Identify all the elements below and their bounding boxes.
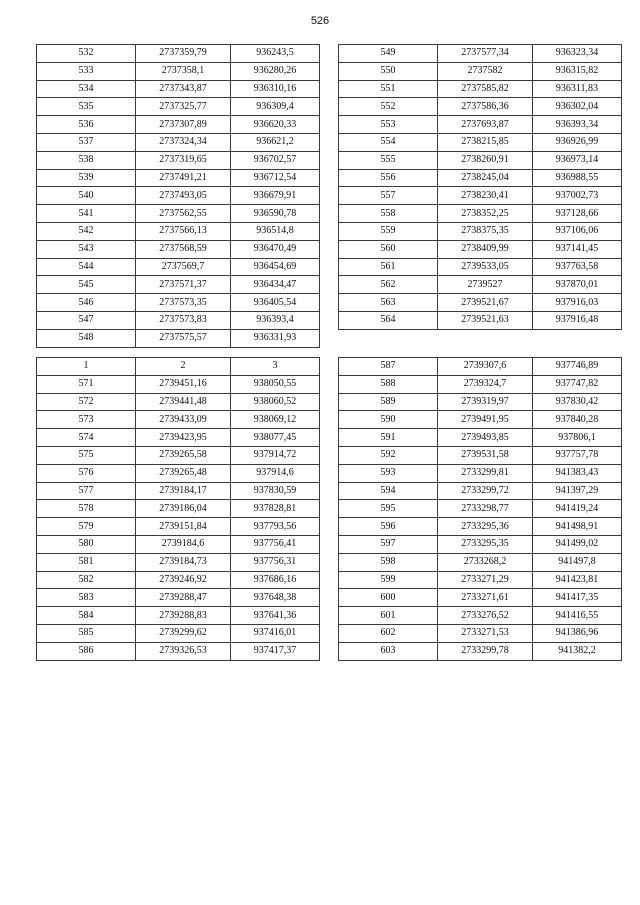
table-row [339,411,622,429]
point-number-cell: 600 [339,589,438,607]
table-row [37,624,320,642]
point-number-cell: 580 [37,535,136,553]
point-number-cell: 595 [339,500,438,518]
y-coordinate-cell: 936311,83 [533,80,622,98]
x-coordinate-cell: 2733299,78 [438,642,533,660]
table-row [339,571,622,589]
table-row [37,240,320,258]
point-number-cell: 553 [339,116,438,134]
x-coordinate-cell: 2739184,17 [136,482,231,500]
y-coordinate-cell: 937648,38 [231,589,320,607]
coordinate-table-bottom-left [36,357,320,661]
point-number-cell: 538 [37,151,136,169]
point-number-cell: 562 [339,276,438,294]
page-number: 526 [310,15,330,27]
point-number-cell: 559 [339,222,438,240]
x-coordinate-cell: 2737573,83 [136,311,231,329]
coordinate-table-top-right [338,44,622,330]
x-coordinate-cell: 2738352,25 [438,205,533,223]
x-coordinate-cell: 2733299,81 [438,464,533,482]
y-coordinate-cell: 937417,37 [231,642,320,660]
y-coordinate-cell: 937106,06 [533,222,622,240]
x-coordinate-cell: 2739326,53 [136,642,231,660]
point-number-cell: 576 [37,464,136,482]
table-row [37,518,320,536]
y-coordinate-cell: 937806,1 [533,429,622,447]
x-coordinate-cell: 2737571,37 [136,276,231,294]
y-coordinate-cell: 937416,01 [231,624,320,642]
point-number-cell: 596 [339,518,438,536]
x-coordinate-cell: 2739186,04 [136,500,231,518]
table-row [37,276,320,294]
x-coordinate-cell: 2739151,84 [136,518,231,536]
point-number-cell: 542 [37,222,136,240]
x-coordinate-cell: 2739324,7 [438,375,533,393]
table-row [339,222,622,240]
table-row [37,393,320,411]
point-number-cell: 594 [339,482,438,500]
point-number-cell: 535 [37,98,136,116]
table-row [339,429,622,447]
y-coordinate-cell: 937830,59 [231,482,320,500]
point-number-cell: 533 [37,62,136,80]
y-coordinate-cell: 937641,36 [231,607,320,625]
table-row [339,535,622,553]
table-row [37,205,320,223]
x-coordinate-cell: 2733276,52 [438,607,533,625]
y-coordinate-cell: 937914,6 [231,464,320,482]
table-row [37,258,320,276]
table-row [37,607,320,625]
coordinate-table-top-left [36,44,320,348]
table-row [37,429,320,447]
table-row [339,169,622,187]
table-row [339,45,622,63]
y-coordinate-cell: 936712,54 [231,169,320,187]
point-number-cell: 587 [339,358,438,376]
y-coordinate-cell: 936702,57 [231,151,320,169]
y-coordinate-cell: 941386,96 [533,624,622,642]
table-row [37,98,320,116]
table-row [339,294,622,312]
y-coordinate-cell: 937916,48 [533,311,622,329]
table-row [37,446,320,464]
y-coordinate-cell: 936302,04 [533,98,622,116]
point-number-cell: 598 [339,553,438,571]
y-coordinate-cell: 937793,56 [231,518,320,536]
y-coordinate-cell: 937686,16 [231,571,320,589]
y-coordinate-cell: 941397,29 [533,482,622,500]
x-coordinate-cell: 2738375,35 [438,222,533,240]
y-coordinate-cell: 937828,81 [231,500,320,518]
x-coordinate-cell: 2739533,05 [438,258,533,276]
point-number-cell: 545 [37,276,136,294]
y-coordinate-cell: 937747,82 [533,375,622,393]
y-coordinate-cell: 941423,81 [533,571,622,589]
y-coordinate-cell: 936323,34 [533,45,622,63]
point-number-cell: 592 [339,446,438,464]
point-number-cell: 556 [339,169,438,187]
point-number-cell: 1 [37,358,136,376]
y-coordinate-cell: 937870,01 [533,276,622,294]
table-row [339,607,622,625]
y-coordinate-cell: 936988,55 [533,169,622,187]
point-number-cell: 602 [339,624,438,642]
table-row [37,116,320,134]
table-row [339,464,622,482]
point-number-cell: 582 [37,571,136,589]
x-coordinate-cell: 2739288,83 [136,607,231,625]
point-number-cell: 593 [339,464,438,482]
y-coordinate-cell: 936621,2 [231,133,320,151]
point-number-cell: 599 [339,571,438,589]
point-number-cell: 555 [339,151,438,169]
point-number-cell: 532 [37,45,136,63]
x-coordinate-cell: 2739531,58 [438,446,533,464]
y-coordinate-cell: 937756,41 [231,535,320,553]
table-row [37,187,320,205]
x-coordinate-cell: 2739184,73 [136,553,231,571]
x-coordinate-cell: 2737307,89 [136,116,231,134]
y-coordinate-cell: 936243,5 [231,45,320,63]
table-row [37,311,320,329]
x-coordinate-cell: 2739521,63 [438,311,533,329]
table-row [339,240,622,258]
x-coordinate-cell: 2737359,79 [136,45,231,63]
table-row [339,116,622,134]
table-row [339,589,622,607]
y-coordinate-cell: 936405,54 [231,294,320,312]
table-row [37,169,320,187]
point-number-cell: 572 [37,393,136,411]
x-coordinate-cell: 2737577,34 [438,45,533,63]
x-coordinate-cell: 2739491,95 [438,411,533,429]
x-coordinate-cell: 2739265,48 [136,464,231,482]
x-coordinate-cell: 2737493,05 [136,187,231,205]
point-number-cell: 586 [37,642,136,660]
x-coordinate-cell: 2 [136,358,231,376]
table-row [339,553,622,571]
x-coordinate-cell: 2733268,2 [438,553,533,571]
coordinate-table-bottom-right [338,357,622,661]
x-coordinate-cell: 2739423,95 [136,429,231,447]
y-coordinate-cell: 937916,03 [533,294,622,312]
table-row [37,133,320,151]
y-coordinate-cell: 936926,99 [533,133,622,151]
table-row [37,375,320,393]
y-coordinate-cell: 936454,69 [231,258,320,276]
point-number-cell: 561 [339,258,438,276]
y-coordinate-cell: 936973,14 [533,151,622,169]
table-row [37,535,320,553]
table-row [37,500,320,518]
point-number-cell: 549 [339,45,438,63]
table-row [37,589,320,607]
point-number-cell: 581 [37,553,136,571]
y-coordinate-cell: 936310,16 [231,80,320,98]
x-coordinate-cell: 2739299,62 [136,624,231,642]
y-coordinate-cell: 936393,4 [231,311,320,329]
table-row [339,500,622,518]
y-coordinate-cell: 938077,45 [231,429,320,447]
table-row [339,205,622,223]
y-coordinate-cell: 938050,55 [231,375,320,393]
x-coordinate-cell: 2737585,82 [438,80,533,98]
table-row [37,80,320,98]
table-row [339,446,622,464]
x-coordinate-cell: 2733298,77 [438,500,533,518]
x-coordinate-cell: 2738245,04 [438,169,533,187]
x-coordinate-cell: 2737586,36 [438,98,533,116]
table-row [339,518,622,536]
y-coordinate-cell: 936679,91 [231,187,320,205]
y-coordinate-cell: 941383,43 [533,464,622,482]
x-coordinate-cell: 2737569,7 [136,258,231,276]
x-coordinate-cell: 2733295,36 [438,518,533,536]
x-coordinate-cell: 2737562,55 [136,205,231,223]
point-number-cell: 548 [37,329,136,347]
x-coordinate-cell: 2739441,48 [136,393,231,411]
x-coordinate-cell: 2733271,53 [438,624,533,642]
y-coordinate-cell: 941497,8 [533,553,622,571]
x-coordinate-cell: 2737324,34 [136,133,231,151]
table-row [37,464,320,482]
table-row [339,624,622,642]
y-coordinate-cell: 941417,35 [533,589,622,607]
point-number-cell: 579 [37,518,136,536]
y-coordinate-cell: 936280,26 [231,62,320,80]
point-number-cell: 560 [339,240,438,258]
y-coordinate-cell: 937756,31 [231,553,320,571]
point-number-cell: 571 [37,375,136,393]
point-number-cell: 577 [37,482,136,500]
table-row [37,222,320,240]
point-number-cell: 558 [339,205,438,223]
table-row [37,358,320,376]
y-coordinate-cell: 937002,73 [533,187,622,205]
point-number-cell: 597 [339,535,438,553]
y-coordinate-cell: 936434,47 [231,276,320,294]
y-coordinate-cell: 936470,49 [231,240,320,258]
table-row [339,276,622,294]
table-row [339,358,622,376]
x-coordinate-cell: 2737573,35 [136,294,231,312]
point-number-cell: 544 [37,258,136,276]
y-coordinate-cell: 937914,72 [231,446,320,464]
y-coordinate-cell: 936309,4 [231,98,320,116]
x-coordinate-cell: 2739433,09 [136,411,231,429]
x-coordinate-cell: 2739246,92 [136,571,231,589]
x-coordinate-cell: 2737568,59 [136,240,231,258]
y-coordinate-cell: 938060,52 [231,393,320,411]
point-number-cell: 550 [339,62,438,80]
point-number-cell: 557 [339,187,438,205]
point-number-cell: 536 [37,116,136,134]
point-number-cell: 589 [339,393,438,411]
point-number-cell: 603 [339,642,438,660]
y-coordinate-cell: 937757,78 [533,446,622,464]
x-coordinate-cell: 2738409,99 [438,240,533,258]
x-coordinate-cell: 2737575,57 [136,329,231,347]
point-number-cell: 573 [37,411,136,429]
y-coordinate-cell: 936514,8 [231,222,320,240]
x-coordinate-cell: 2739493,85 [438,429,533,447]
point-number-cell: 547 [37,311,136,329]
point-number-cell: 601 [339,607,438,625]
table-row [339,187,622,205]
table-row [339,258,622,276]
x-coordinate-cell: 2738215,85 [438,133,533,151]
x-coordinate-cell: 2739265,58 [136,446,231,464]
table-row [37,571,320,589]
table-row [37,62,320,80]
y-coordinate-cell: 936331,93 [231,329,320,347]
x-coordinate-cell: 2739184,6 [136,535,231,553]
point-number-cell: 546 [37,294,136,312]
x-coordinate-cell: 2738260,91 [438,151,533,169]
x-coordinate-cell: 2737358,1 [136,62,231,80]
x-coordinate-cell: 2737566,13 [136,222,231,240]
table-row [339,642,622,660]
x-coordinate-cell: 2733299,72 [438,482,533,500]
point-number-cell: 584 [37,607,136,625]
table-row [37,482,320,500]
x-coordinate-cell: 2733295,35 [438,535,533,553]
x-coordinate-cell: 2733271,29 [438,571,533,589]
point-number-cell: 554 [339,133,438,151]
table-row [339,151,622,169]
table-row [37,294,320,312]
point-number-cell: 540 [37,187,136,205]
x-coordinate-cell: 2737319,65 [136,151,231,169]
point-number-cell: 583 [37,589,136,607]
y-coordinate-cell: 941416,55 [533,607,622,625]
x-coordinate-cell: 2737343,87 [136,80,231,98]
y-coordinate-cell: 941498,91 [533,518,622,536]
table-row [37,151,320,169]
y-coordinate-cell: 941499,02 [533,535,622,553]
point-number-cell: 537 [37,133,136,151]
y-coordinate-cell: 937840,28 [533,411,622,429]
y-coordinate-cell: 938069,12 [231,411,320,429]
table-row [339,62,622,80]
x-coordinate-cell: 2739451,16 [136,375,231,393]
table-row [339,98,622,116]
point-number-cell: 588 [339,375,438,393]
table-row [37,642,320,660]
point-number-cell: 585 [37,624,136,642]
point-number-cell: 541 [37,205,136,223]
table-row [339,311,622,329]
point-number-cell: 574 [37,429,136,447]
point-number-cell: 552 [339,98,438,116]
x-coordinate-cell: 2737491,21 [136,169,231,187]
table-row [37,45,320,63]
x-coordinate-cell: 2738230,41 [438,187,533,205]
y-coordinate-cell: 936315,82 [533,62,622,80]
y-coordinate-cell: 937128,66 [533,205,622,223]
y-coordinate-cell: 936620,33 [231,116,320,134]
y-coordinate-cell: 937763,58 [533,258,622,276]
x-coordinate-cell: 2739527 [438,276,533,294]
y-coordinate-cell: 3 [231,358,320,376]
point-number-cell: 591 [339,429,438,447]
table-row [339,80,622,98]
point-number-cell: 575 [37,446,136,464]
y-coordinate-cell: 937830,42 [533,393,622,411]
x-coordinate-cell: 2737693,87 [438,116,533,134]
x-coordinate-cell: 2737325,77 [136,98,231,116]
point-number-cell: 539 [37,169,136,187]
table-row [37,553,320,571]
table-row [37,329,320,347]
point-number-cell: 564 [339,311,438,329]
point-number-cell: 551 [339,80,438,98]
x-coordinate-cell: 2739307,6 [438,358,533,376]
table-row [339,482,622,500]
y-coordinate-cell: 941382,2 [533,642,622,660]
point-number-cell: 590 [339,411,438,429]
x-coordinate-cell: 2739288,47 [136,589,231,607]
y-coordinate-cell: 936590,78 [231,205,320,223]
x-coordinate-cell: 2737582 [438,62,533,80]
table-row [37,411,320,429]
y-coordinate-cell: 936393,34 [533,116,622,134]
point-number-cell: 563 [339,294,438,312]
y-coordinate-cell: 937141,45 [533,240,622,258]
table-row [339,133,622,151]
y-coordinate-cell: 941419,24 [533,500,622,518]
x-coordinate-cell: 2739319,97 [438,393,533,411]
table-row [339,393,622,411]
point-number-cell: 534 [37,80,136,98]
y-coordinate-cell: 937746,89 [533,358,622,376]
x-coordinate-cell: 2739521,67 [438,294,533,312]
x-coordinate-cell: 2733271,61 [438,589,533,607]
point-number-cell: 543 [37,240,136,258]
table-row [339,375,622,393]
point-number-cell: 578 [37,500,136,518]
